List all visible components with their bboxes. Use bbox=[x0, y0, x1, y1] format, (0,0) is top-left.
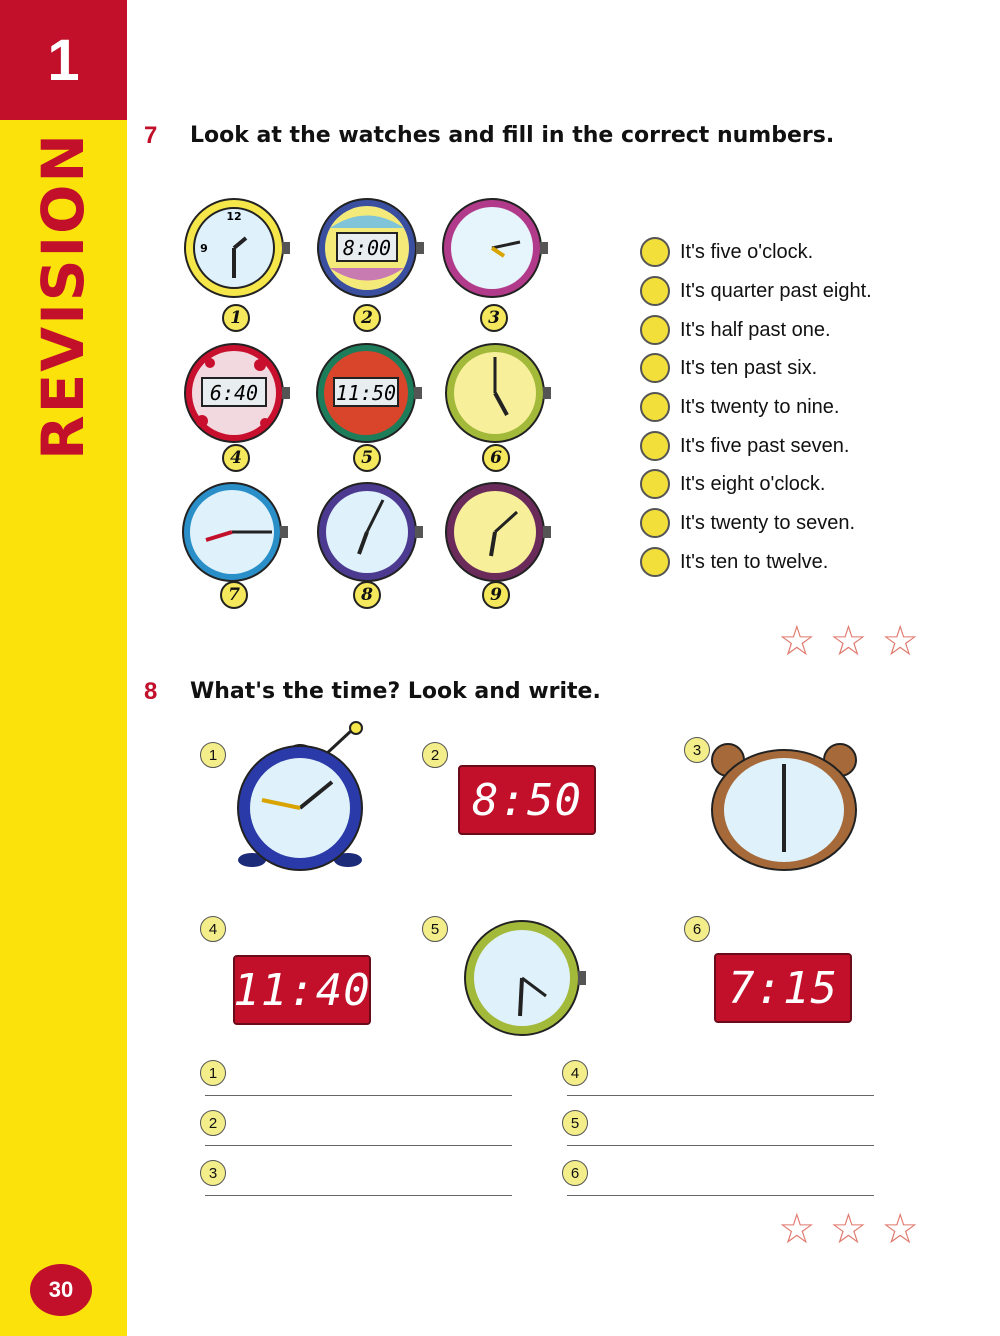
answer-row bbox=[640, 389, 839, 425]
watch-7 bbox=[178, 482, 294, 582]
watch-4 bbox=[180, 343, 296, 443]
answer-row bbox=[640, 466, 825, 502]
answer-text: It's half past one. bbox=[680, 318, 831, 341]
watch-picture-5 bbox=[462, 920, 598, 1038]
answer-circle-5[interactable] bbox=[640, 392, 670, 422]
svg-text:12: 12 bbox=[226, 210, 242, 223]
star-outline-icon[interactable]: ☆ bbox=[881, 1204, 919, 1253]
revision-label: REVISION bbox=[29, 132, 97, 460]
answer-text: It's twenty to nine. bbox=[680, 395, 840, 418]
digital-clock-2: 8:50 bbox=[458, 765, 596, 835]
line-number-5: 5 bbox=[562, 1110, 588, 1136]
star-outline-icon[interactable]: ☆ bbox=[829, 1204, 868, 1253]
watch-number-2: 2 bbox=[353, 304, 381, 332]
star-outline-icon[interactable]: ☆ bbox=[829, 616, 868, 665]
watch-8 bbox=[313, 482, 429, 582]
watch-3 bbox=[438, 198, 554, 298]
answer-text: It's ten to twelve. bbox=[680, 550, 829, 573]
answer-line-5[interactable] bbox=[567, 1145, 874, 1146]
watch-2 bbox=[310, 198, 430, 298]
exercise-8-title: What's the time? Look and write. bbox=[190, 679, 601, 704]
exercise-8-number: 8 bbox=[144, 678, 158, 705]
watch-2-display: 8:00 bbox=[342, 236, 392, 260]
answer-circle-3[interactable] bbox=[640, 315, 670, 345]
line-number-3: 3 bbox=[200, 1160, 226, 1186]
picture-number-3: 3 bbox=[684, 737, 710, 763]
watch-5-display: 11:50 bbox=[335, 381, 397, 405]
rating-stars-ex8 bbox=[778, 1204, 919, 1253]
answer-circle-1[interactable] bbox=[640, 237, 670, 267]
answer-row bbox=[640, 234, 813, 270]
line-number-4: 4 bbox=[562, 1060, 588, 1086]
answer-row bbox=[640, 428, 849, 464]
answer-text: It's eight o'clock. bbox=[680, 472, 826, 495]
watch-number-8: 8 bbox=[353, 581, 381, 609]
unit-number: 1 bbox=[0, 0, 127, 120]
answer-line-4[interactable] bbox=[567, 1095, 874, 1096]
answer-line-1[interactable] bbox=[205, 1095, 512, 1096]
line-number-1: 1 bbox=[200, 1060, 226, 1086]
digital-clock-6: 7:15 bbox=[714, 953, 852, 1023]
star-outline-icon[interactable]: ☆ bbox=[881, 616, 919, 665]
watch-1 bbox=[180, 198, 296, 298]
watch-number-5: 5 bbox=[353, 444, 381, 472]
answer-text: It's twenty to seven. bbox=[680, 511, 856, 534]
answer-text: It's quarter past eight. bbox=[680, 279, 872, 302]
watch-9 bbox=[441, 482, 557, 582]
answer-circle-8[interactable] bbox=[640, 508, 670, 538]
watch-number-7: 7 bbox=[220, 581, 248, 609]
picture-number-2: 2 bbox=[422, 742, 448, 768]
answer-row bbox=[640, 544, 828, 580]
answer-line-3[interactable] bbox=[205, 1195, 512, 1196]
answer-line-6[interactable] bbox=[567, 1195, 874, 1196]
alarm-clock-1 bbox=[232, 720, 372, 872]
answer-row bbox=[640, 350, 817, 386]
answer-row bbox=[640, 312, 831, 348]
svg-text:9: 9 bbox=[200, 242, 208, 255]
answer-row bbox=[640, 273, 872, 309]
answer-line-2[interactable] bbox=[205, 1145, 512, 1146]
bear-clock-3 bbox=[708, 740, 860, 872]
answer-circle-2[interactable] bbox=[640, 276, 670, 306]
answer-circle-7[interactable] bbox=[640, 469, 670, 499]
picture-number-5: 5 bbox=[422, 916, 448, 942]
answer-text: It's ten past six. bbox=[680, 356, 818, 379]
line-number-6: 6 bbox=[562, 1160, 588, 1186]
watch-number-9: 9 bbox=[482, 581, 510, 609]
watch-5 bbox=[312, 343, 428, 443]
answer-circle-6[interactable] bbox=[640, 431, 670, 461]
rating-stars-ex7 bbox=[778, 616, 919, 665]
answer-row bbox=[640, 505, 855, 541]
exercise-7-number: 7 bbox=[144, 122, 158, 149]
watch-number-3: 3 bbox=[480, 304, 508, 332]
watch-4-display: 6:40 bbox=[209, 381, 259, 405]
watch-number-6: 6 bbox=[482, 444, 510, 472]
picture-number-1: 1 bbox=[200, 742, 226, 768]
watch-6 bbox=[441, 343, 557, 443]
picture-number-4: 4 bbox=[200, 916, 226, 942]
page-number: 30 bbox=[30, 1264, 92, 1316]
line-number-2: 2 bbox=[200, 1110, 226, 1136]
answer-circle-4[interactable] bbox=[640, 353, 670, 383]
answer-text: It's five past seven. bbox=[680, 434, 850, 457]
digital-clock-4: 11:40 bbox=[233, 955, 371, 1025]
star-outline-icon[interactable]: ☆ bbox=[778, 616, 816, 665]
exercise-7-title: Look at the watches and fill in the correct numbers. bbox=[190, 123, 835, 148]
answer-circle-9[interactable] bbox=[640, 547, 670, 577]
picture-number-6: 6 bbox=[684, 916, 710, 942]
watch-number-1: 1 bbox=[222, 304, 250, 332]
watch-number-4: 4 bbox=[222, 444, 250, 472]
star-outline-icon[interactable]: ☆ bbox=[778, 1204, 816, 1253]
answer-text: It's five o'clock. bbox=[680, 240, 814, 263]
